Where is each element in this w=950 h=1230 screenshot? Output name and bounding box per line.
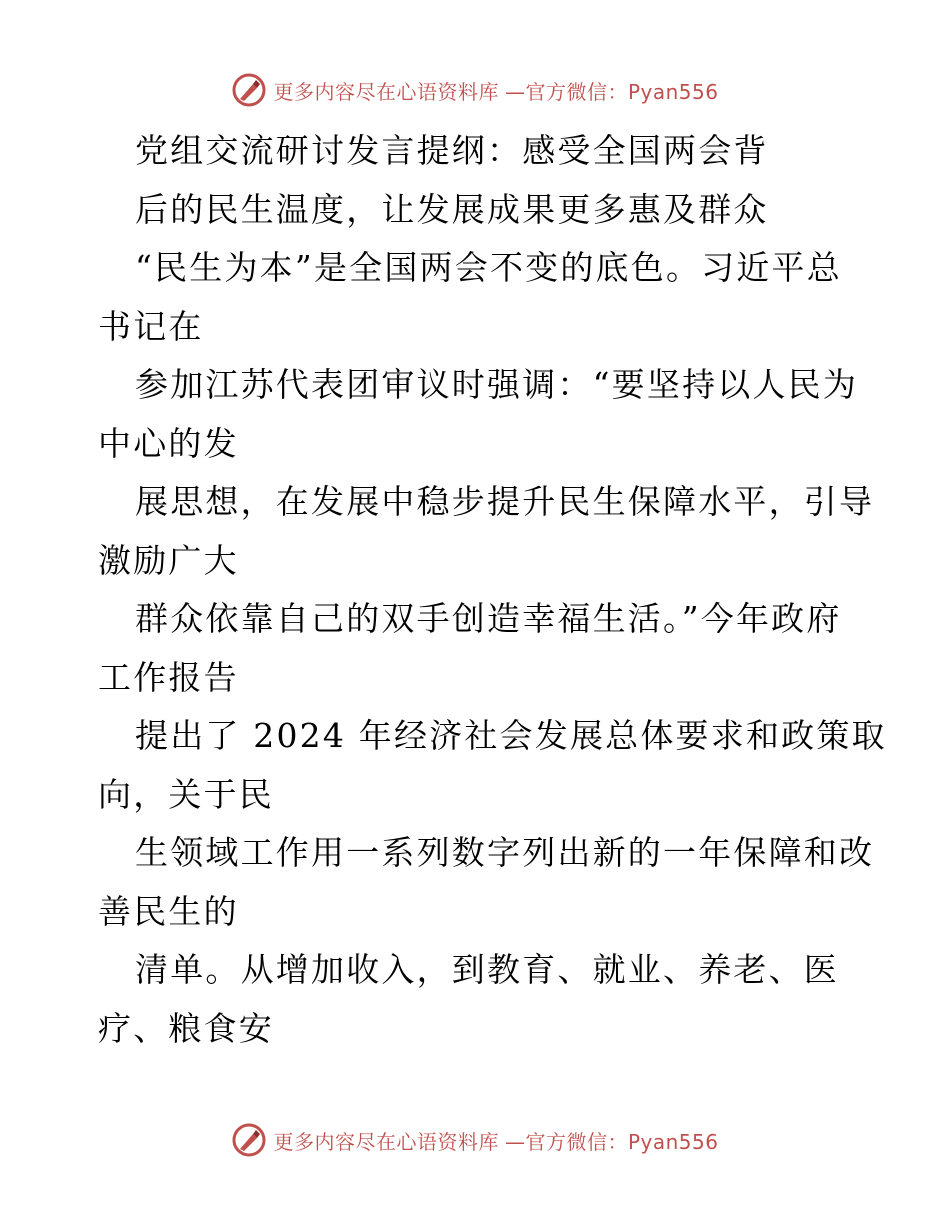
footer-watermark: [0, 1120, 950, 1160]
text-line-3: “民生为本”是全国两会不变的底色。习近平总: [135, 248, 842, 287]
text-line-11: 提出了 2024 年经济社会发展总体要求和政策取: [135, 716, 887, 755]
text-line-5: 参加江苏代表团审议时强调：“要坚持以人民为: [135, 365, 859, 404]
text-line-13: 生领域工作用一系列数字列出新的一年保障和改: [135, 833, 875, 872]
header-watermark: [0, 70, 950, 110]
text-line-4: 书记在: [98, 306, 204, 346]
text-line-10: 工作报告: [98, 657, 239, 697]
text-line-6: 中心的发: [98, 423, 239, 463]
text-line-16: 疗、粮食安: [98, 1008, 274, 1048]
pen-logo-icon: [231, 1122, 267, 1158]
watermark-lead-text: 更多内容尽在心语资料库: [273, 79, 499, 104]
document-body: [98, 122, 887, 1058]
text-line-7: 展思想，在发展中稳步提升民生保障水平，引导: [135, 482, 875, 521]
text-line-9: 群众依靠自己的双手创造幸福生活。”今年政府: [135, 599, 842, 638]
text-line-2: 后的民生温度，让发展成果更多惠及群众: [135, 189, 769, 229]
pen-logo-icon: [231, 72, 267, 108]
text-line-12: 向，关于民: [98, 774, 274, 814]
watermark-tail-text: —官方微信：Pyan556: [504, 79, 719, 104]
watermark-lead-text: 更多内容尽在心语资料库: [273, 1129, 499, 1154]
text-line-15: 清单。从增加收入，到教育、就业、养老、医: [135, 950, 839, 989]
text-line-1: 党组交流研讨发言提纲：感受全国两会背: [135, 131, 769, 170]
text-line-14: 善民生的: [98, 891, 239, 931]
watermark-tail-text: —官方微信：Pyan556: [504, 1129, 719, 1154]
text-line-8: 激励广大: [98, 540, 239, 580]
